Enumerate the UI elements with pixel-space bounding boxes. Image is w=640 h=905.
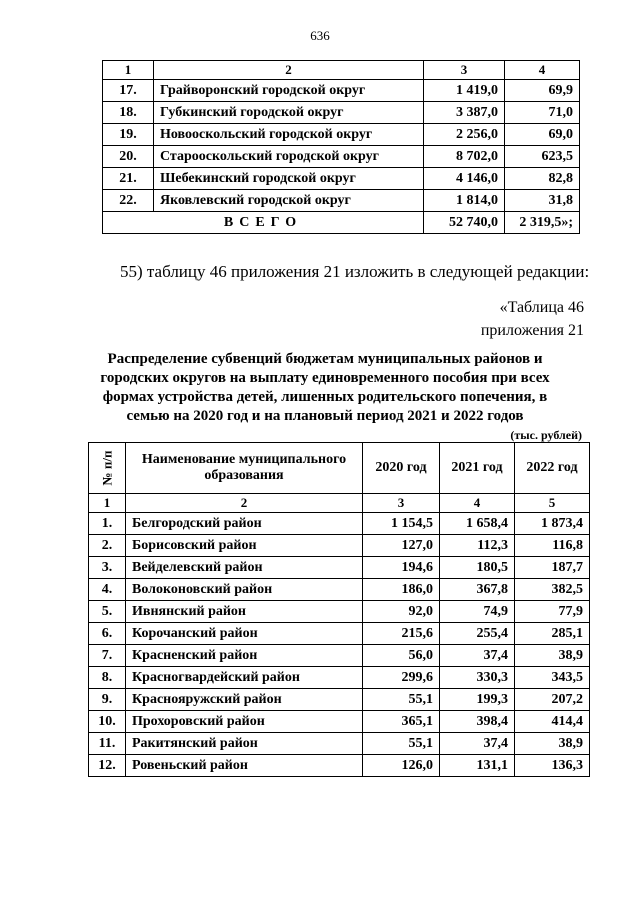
- table-row: [103, 168, 580, 190]
- row-value: 31,8: [505, 190, 580, 212]
- row-name: Новооскольский городской округ: [154, 124, 424, 146]
- row-value-2020: 127,0: [363, 535, 440, 557]
- subheader-cell: 2: [126, 494, 363, 513]
- row-value-2022: 116,8: [515, 535, 590, 557]
- row-number: 6.: [89, 623, 126, 645]
- row-value: 2 256,0: [424, 124, 505, 146]
- page-number: 636: [310, 28, 330, 43]
- row-name: Волоконовский район: [126, 579, 363, 601]
- row-value-2021: 180,5: [440, 557, 515, 579]
- row-number: 8.: [89, 667, 126, 689]
- header-num: [89, 443, 126, 494]
- table-row: [103, 124, 580, 146]
- row-name: Борисовский район: [126, 535, 363, 557]
- row-name: Вейделевский район: [126, 557, 363, 579]
- row-value: 4 146,0: [424, 168, 505, 190]
- row-name: Ивнянский район: [126, 601, 363, 623]
- table-header-row: [103, 61, 580, 80]
- row-value-2022: 1 873,4: [515, 513, 590, 535]
- row-number: 9.: [89, 689, 126, 711]
- row-value: 71,0: [505, 102, 580, 124]
- amendment-paragraph: 55) таблицу 46 приложения 21 изложить в следующей редакции:: [120, 262, 590, 281]
- row-number: 5.: [89, 601, 126, 623]
- row-value-2021: 398,4: [440, 711, 515, 733]
- subheader-cell: 5: [515, 494, 590, 513]
- row-value-2021: 131,1: [440, 755, 515, 777]
- header-name: Наименование муниципального образования: [126, 443, 363, 494]
- row-number: 2.: [89, 535, 126, 557]
- row-value-2022: 414,4: [515, 711, 590, 733]
- row-value-2020: 215,6: [363, 623, 440, 645]
- row-number: 22.: [103, 190, 154, 212]
- table-header-row: [89, 443, 590, 494]
- subheader-cell: 4: [440, 494, 515, 513]
- row-value-2020: 299,6: [363, 667, 440, 689]
- row-value-2021: 255,4: [440, 623, 515, 645]
- row-value-2021: 199,3: [440, 689, 515, 711]
- row-value-2020: 365,1: [363, 711, 440, 733]
- row-number: 18.: [103, 102, 154, 124]
- row-value: 3 387,0: [424, 102, 505, 124]
- row-value-2020: 55,1: [363, 733, 440, 755]
- row-value: 8 702,0: [424, 146, 505, 168]
- header-cell: 2: [154, 61, 424, 80]
- row-value-2021: 367,8: [440, 579, 515, 601]
- row-number: 11.: [89, 733, 126, 755]
- table-title: Распределение субвенций бюджетам муниципальных районов и городских округов на выплату единовременного пособия при всех формах устройства детей, лишенных родительского попечения, в семью на 2020 год и на плановый период 2021 и 2022 годов: [100, 351, 550, 424]
- row-value-2021: 1 658,4: [440, 513, 515, 535]
- table-row: [89, 645, 590, 667]
- header-cell: 3: [424, 61, 505, 80]
- table-row: [89, 755, 590, 777]
- header-2020: 2020 год: [363, 443, 440, 494]
- total-value: 52 740,0: [424, 212, 505, 234]
- row-value: 69,9: [505, 80, 580, 102]
- row-value-2020: 126,0: [363, 755, 440, 777]
- row-value: 69,0: [505, 124, 580, 146]
- header-2022: 2022 год: [515, 443, 590, 494]
- header-cell: 1: [103, 61, 154, 80]
- row-value: 1 814,0: [424, 190, 505, 212]
- row-name: Корочанский район: [126, 623, 363, 645]
- subheader-cell: 1: [89, 494, 126, 513]
- row-name: Красногвардейский район: [126, 667, 363, 689]
- header-num-text: № п/п: [99, 450, 114, 485]
- total-label: ВСЕГО: [103, 212, 424, 234]
- row-name: Прохоровский район: [126, 711, 363, 733]
- row-value-2022: 77,9: [515, 601, 590, 623]
- table-row: [89, 711, 590, 733]
- row-name: Краснояружский район: [126, 689, 363, 711]
- row-value-2021: 37,4: [440, 733, 515, 755]
- row-number: 12.: [89, 755, 126, 777]
- row-value-2022: 343,5: [515, 667, 590, 689]
- row-number: 1.: [89, 513, 126, 535]
- table-row: [103, 80, 580, 102]
- total-row: [103, 212, 580, 234]
- row-value: 1 419,0: [424, 80, 505, 102]
- row-value: 82,8: [505, 168, 580, 190]
- row-name: Ракитянский район: [126, 733, 363, 755]
- table-subheader-row: [89, 494, 590, 513]
- table-row: [89, 579, 590, 601]
- continuation-table: [102, 60, 580, 234]
- row-number: 4.: [89, 579, 126, 601]
- row-value-2022: 207,2: [515, 689, 590, 711]
- row-number: 10.: [89, 711, 126, 733]
- row-value-2021: 112,3: [440, 535, 515, 557]
- table-row: [103, 102, 580, 124]
- row-name: Старооскольский городской округ: [154, 146, 424, 168]
- subsidy-table: [88, 442, 590, 777]
- row-name: Грайворонский городской округ: [154, 80, 424, 102]
- table-row: [89, 535, 590, 557]
- row-value-2020: 55,1: [363, 689, 440, 711]
- header-cell: 4: [505, 61, 580, 80]
- header-2021: 2021 год: [440, 443, 515, 494]
- table-caption-line1: «Таблица 46: [499, 299, 584, 316]
- unit-label: (тыс. рублей): [510, 428, 582, 442]
- row-value: 623,5: [505, 146, 580, 168]
- table-row: [89, 557, 590, 579]
- row-number: 7.: [89, 645, 126, 667]
- row-number: 19.: [103, 124, 154, 146]
- table-row: [103, 146, 580, 168]
- row-value-2022: 38,9: [515, 645, 590, 667]
- row-value-2022: 187,7: [515, 557, 590, 579]
- table-row: [89, 689, 590, 711]
- table-row: [89, 513, 590, 535]
- row-name: Красненский район: [126, 645, 363, 667]
- total-value: 2 319,5»;: [505, 212, 580, 234]
- table-row: [89, 667, 590, 689]
- row-value-2020: 194,6: [363, 557, 440, 579]
- row-value-2021: 37,4: [440, 645, 515, 667]
- row-value-2021: 330,3: [440, 667, 515, 689]
- table-row: [89, 733, 590, 755]
- row-value-2022: 285,1: [515, 623, 590, 645]
- row-value-2022: 382,5: [515, 579, 590, 601]
- row-value-2021: 74,9: [440, 601, 515, 623]
- row-name: Шебекинский городской округ: [154, 168, 424, 190]
- row-value-2020: 92,0: [363, 601, 440, 623]
- row-number: 17.: [103, 80, 154, 102]
- row-value-2020: 56,0: [363, 645, 440, 667]
- table-row: [89, 601, 590, 623]
- row-name: Белгородский район: [126, 513, 363, 535]
- row-number: 21.: [103, 168, 154, 190]
- subheader-cell: 3: [363, 494, 440, 513]
- table-row: [103, 190, 580, 212]
- row-value-2020: 1 154,5: [363, 513, 440, 535]
- table-caption-line2: приложения 21: [480, 322, 584, 339]
- row-name: Яковлевский городской округ: [154, 190, 424, 212]
- row-value-2022: 38,9: [515, 733, 590, 755]
- table-row: [89, 623, 590, 645]
- row-number: 3.: [89, 557, 126, 579]
- row-value-2022: 136,3: [515, 755, 590, 777]
- row-value-2020: 186,0: [363, 579, 440, 601]
- row-name: Губкинский городской округ: [154, 102, 424, 124]
- row-name: Ровеньский район: [126, 755, 363, 777]
- row-number: 20.: [103, 146, 154, 168]
